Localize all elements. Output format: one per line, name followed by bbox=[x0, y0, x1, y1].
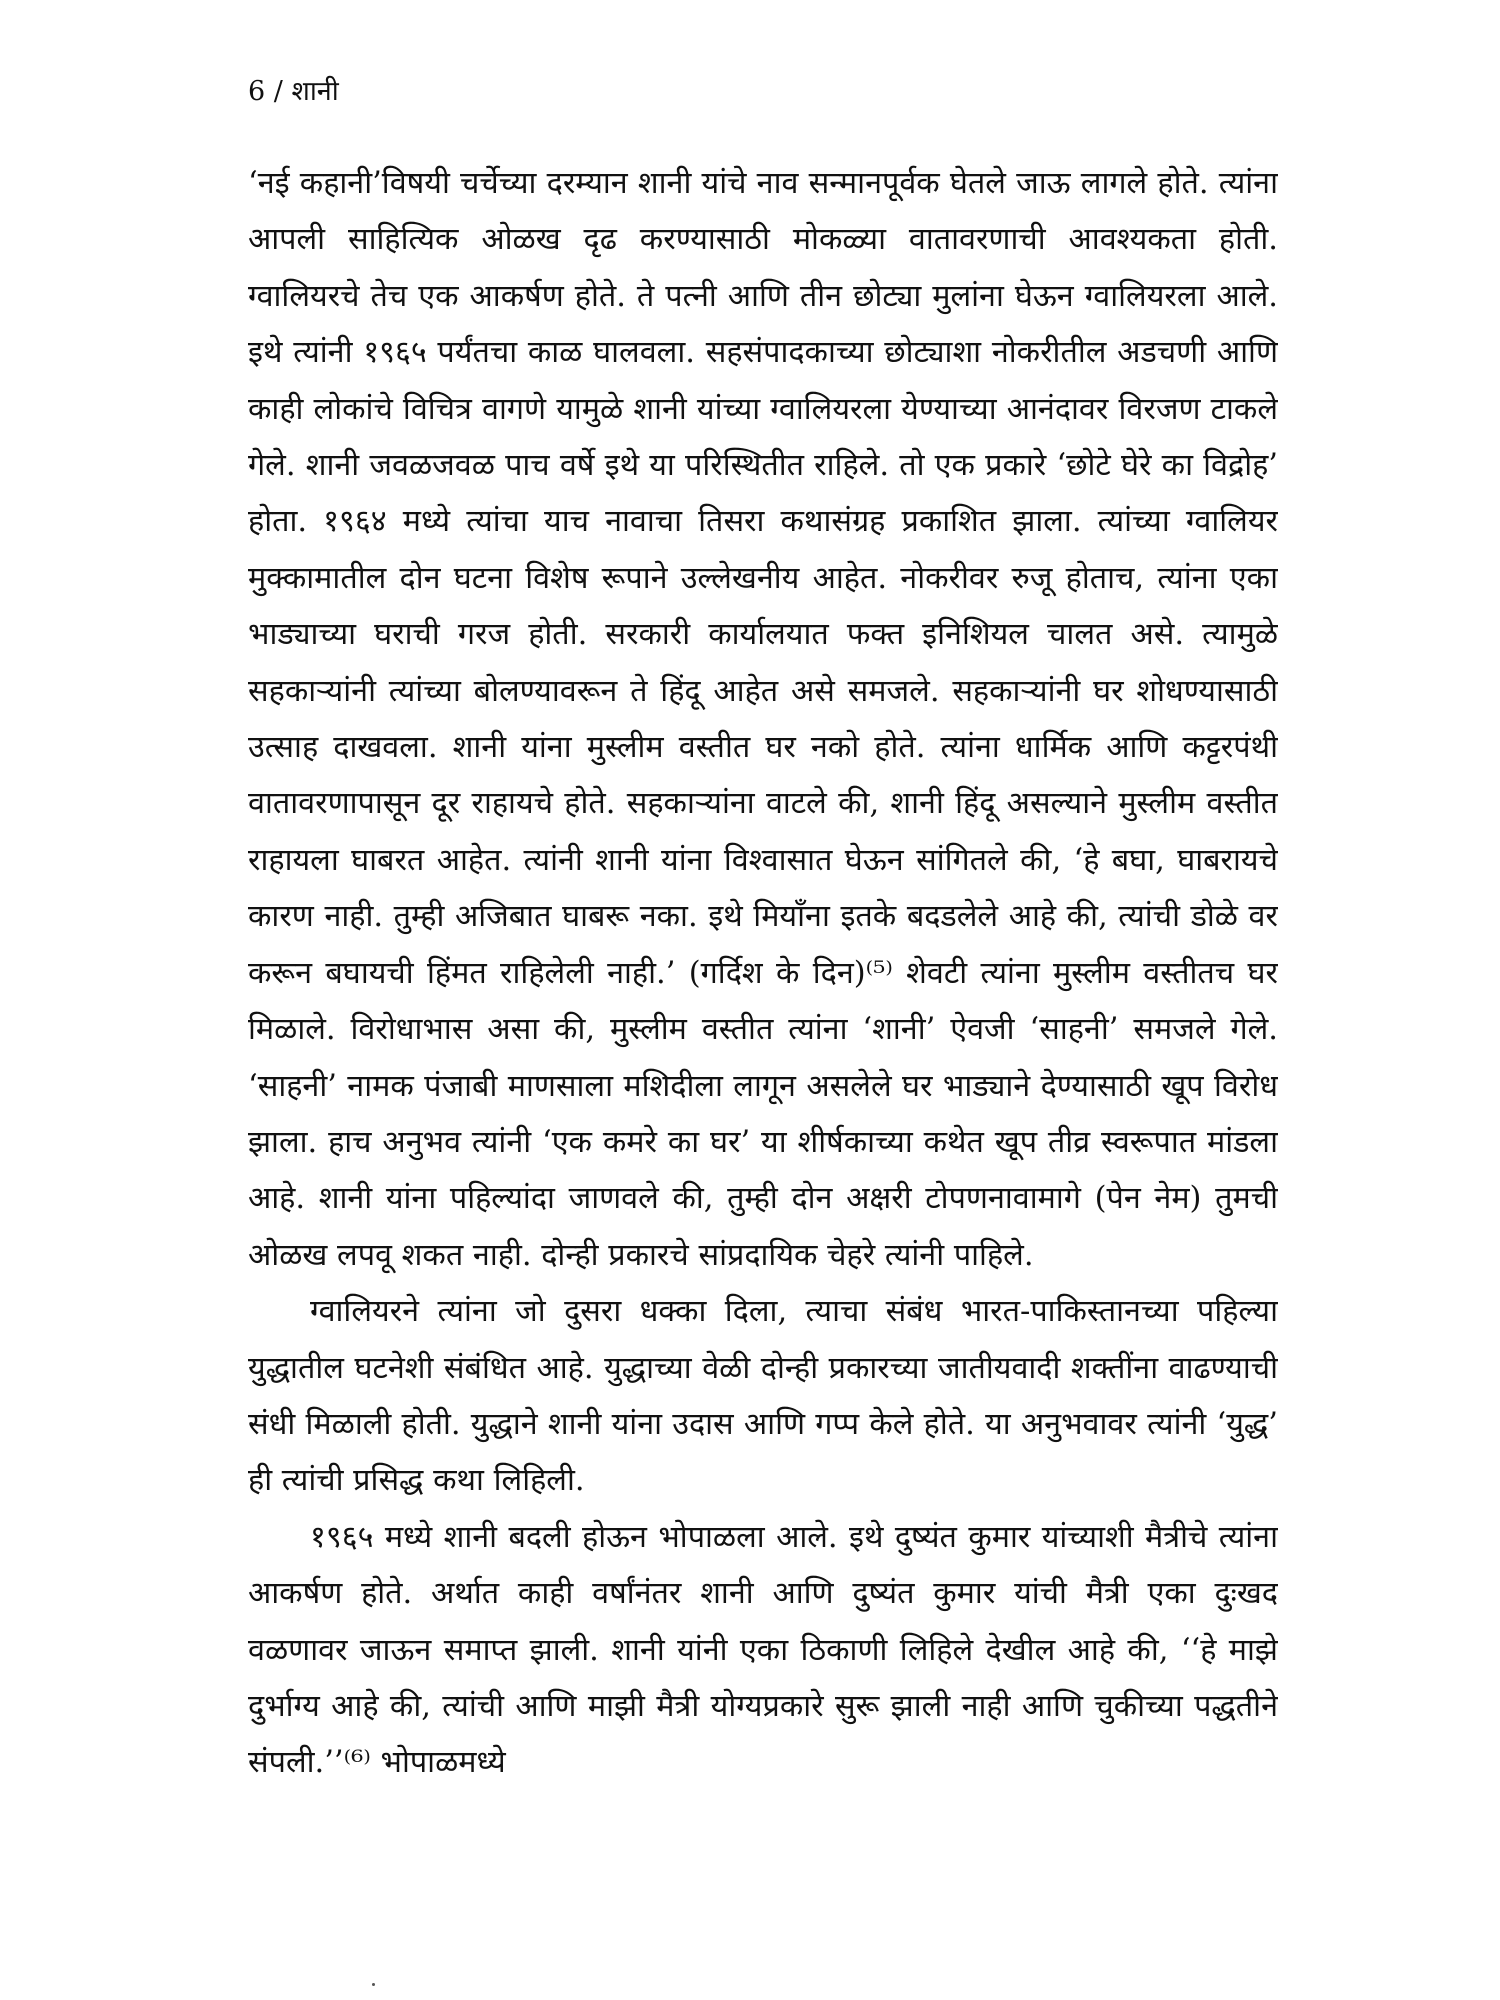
paragraph-gwalior-years: ‘नई कहानी’विषयी चर्चेच्या दरम्यान शानी यांचे नाव सन्मानपूर्वक घेतले जाऊ लागले होते. त्यांना आपली साहित्यिक ओळख दृढ करण्यासाठी मोकळ्या वातावरणाची आवश्यकता होती. ग्वालियरचे तेच एक आकर्षण होते. ते पत्नी आणि तीन छोट्या मुलांना घेऊन ग्वालियरला आले. इथे त्यांनी १९६५ पर्यंतचा काळ घालवला. सहसंपादकाच्या छोट्याशा नोकरीतील अडचणी आणि काही लोकांचे विचित्र वागणे यामुळे शानी यांच्या ग्वालियरला येण्याच्या आनंदावर विरजण टाकले गेले. शानी जवळजवळ पाच वर्षे इथे या परिस्थितीत राहिले. तो एक प्रकारे ‘छोटे घेरे का विद्रोह’ होता. १९६४ मध्ये त्यांचा याच नावाचा तिसरा कथासंग्रह प्रकाशित झाला. त्यांच्या ग्वालियर मुक्कामातील दोन घटना विशेष रूपाने उल्लेखनीय आहेत. नोकरीवर रुजू होताच, त्यांना एका भाड्याच्या घराची गरज होती. सरकारी कार्यालयात फक्त इनिशियल चालत असे. त्यामुळे सहकाऱ्यांनी त्यांच्या बोलण्यावरून ते हिंदू आहेत असे समजले. सहकाऱ्यांनी घर शोधण्यासाठी उत्साह दाखवला. शानी यांना मुस्लीम वस्तीत घर नको होते. त्यांना धार्मिक आणि कट्टरपंथी वातावरणापासून दूर राहायचे होते. सहकाऱ्यांना वाटले की, शानी हिंदू असल्याने मुस्लीम वस्तीत राहायला घाबरत आहेत. त्यांनी शानी यांना विश्वासात घेऊन सांगितले की, ‘हे बघा, घाबरायचे कारण नाही. तुम्ही अजिबात घाबरू नका. इथे मियाँना इतके बदडलेले आहे की, त्यांची डोळे वर करून बघायची हिंमत राहिलेली नाही.’ (गर्दिश के दिन)⁽⁵⁾ शेवटी त्यांना मुस्लीम वस्तीतच घर मिळाले. विरोधाभास असा की, मुस्लीम वस्तीत त्यांना ‘शानी’ ऐवजी ‘साहनी’ समजले गेले. ‘साहनी’ नामक पंजाबी माणसाला मशिदीला लागून असलेले घर भाड्याने देण्यासाठी खूप विरोध झाला. हाच अनुभव त्यांनी ‘एक कमरे का घर’ या शीर्षकाच्या कथेत खूप तीव्र स्वरूपात मांडला आहे. शानी यांना पहिल्यांदा जाणवले की, तुम्ही दोन अक्षरी टोपणनावामागे (पेन नेम) तुमची ओळख लपवू शकत नाही. दोन्ही प्रकारचे सांप्रदायिक चेहरे त्यांनी पाहिले. bbox=[248, 166, 1278, 1273]
paragraph-war-experience: ग्वालियरने त्यांना जो दुसरा धक्का दिला, त्याचा संबंध भारत-पाकिस्तानच्या पहिल्या युद्धातील घटनेशी संबंधित आहे. युद्धाच्या वेळी दोन्ही प्रकारच्या जातीयवादी शक्तींना वाढण्याची संधी मिळाली होती. युद्धाने शानी यांना उदास आणि गप्प केले होते. या अनुभवावर त्यांनी ‘युद्ध’ ही त्यांची प्रसिद्ध कथा लिहिली. bbox=[248, 1294, 1278, 1499]
book-page bbox=[248, 72, 1278, 1952]
page-number: 6 bbox=[248, 76, 266, 107]
scan-speck bbox=[372, 1983, 375, 1986]
paragraph-bhopal-move: १९६५ मध्ये शानी बदली होऊन भोपाळला आले. इथे दुष्यंत कुमार यांच्याशी मैत्रीचे त्यांना आकर्षण होते. अर्थात काही वर्षांनंतर शानी आणि दुष्यंत कुमार यांची मैत्री एका दुःखद वळणावर जाऊन समाप्त झाली. शानी यांनी एका ठिकाणी लिहिले देखील आहे की, ‘‘हे माझे दुर्भाग्य आहे की, त्यांची आणि माझी मैत्री योग्यप्रकारे सुरू झाली नाही आणि चुकीच्या पद्धतीने संपली.’’⁽⁶⁾ भोपाळमध्ये bbox=[248, 1519, 1278, 1781]
running-header bbox=[248, 72, 1278, 120]
header-separator: / bbox=[265, 76, 292, 107]
body-text bbox=[248, 156, 1278, 1792]
running-title: शानी bbox=[291, 76, 339, 107]
